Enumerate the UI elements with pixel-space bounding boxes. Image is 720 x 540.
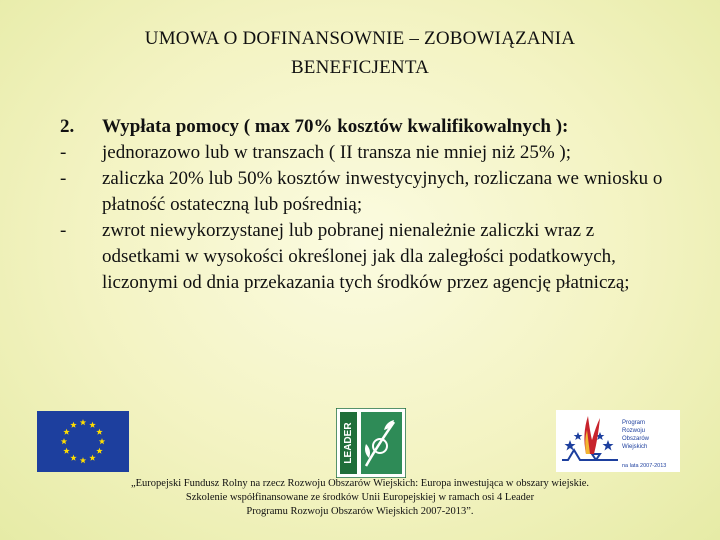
obligations-list — [60, 114, 670, 296]
list-marker: 2. — [60, 116, 75, 137]
list-marker: - — [60, 168, 67, 189]
list-item — [60, 114, 670, 140]
list-item-text: zaliczka 20% lub 50% kosztów inwestycyjnych, rozliczana we wniosku o płatność ostateczną lub pośrednią; — [102, 168, 663, 215]
svg-text:Program: Program — [622, 420, 646, 426]
list-marker: - — [60, 142, 67, 163]
slide-title-line2: BENEFICJENTA — [290, 57, 430, 78]
list-item-text: zwrot niewykorzystanej lub pobranej nienależnie zaliczki wraz z odsetkami w wysokości określonej jak dla zaległości podatkowych, liczonymi od dnia przekazania tych środków przez agencję płatniczą; — [102, 220, 630, 293]
list-marker: - — [60, 220, 67, 241]
svg-text:na lata 2007-2013: na lata 2007-2013 — [622, 463, 667, 469]
eu-flag-icon — [37, 411, 129, 472]
list-item-text: Wypłata pomocy ( max 70% kosztów kwalifikowalnych ): — [102, 116, 569, 137]
footer-line1: „Europejski Fundusz Rolny na rzecz Rozwoju Obszarów Wiejskich: Europa inwestująca w obszary wiejskie. — [130, 478, 590, 489]
list-item — [60, 166, 670, 218]
list-item-text: jednorazowo lub w transzach ( II transza nie mniej niż 25% ); — [102, 142, 572, 163]
logo-strip — [0, 408, 720, 474]
leader-logo-icon — [336, 408, 406, 478]
slide-title-line1: UMOWA O DOFINANSOWNIE – ZOBOWIĄZANIA — [144, 28, 576, 49]
footer-line3: Programu Rozwoju Obszarów Wiejskich 2007-2013”. — [246, 506, 474, 517]
svg-text:Obszarów: Obszarów — [622, 436, 650, 442]
slide-title — [60, 24, 660, 82]
svg-text:LEADER: LEADER — [343, 422, 354, 464]
list-item — [60, 140, 670, 166]
footer-line2: Szkolenie współfinansowane ze środków Unii Europejskiej w ramach osi 4 Leader — [185, 492, 535, 503]
list-item — [60, 218, 670, 296]
svg-text:Wiejskich: Wiejskich — [622, 444, 648, 450]
svg-text:Rozwoju: Rozwoju — [622, 428, 646, 434]
footer-note — [80, 477, 640, 519]
prow-logo-icon — [556, 410, 680, 472]
